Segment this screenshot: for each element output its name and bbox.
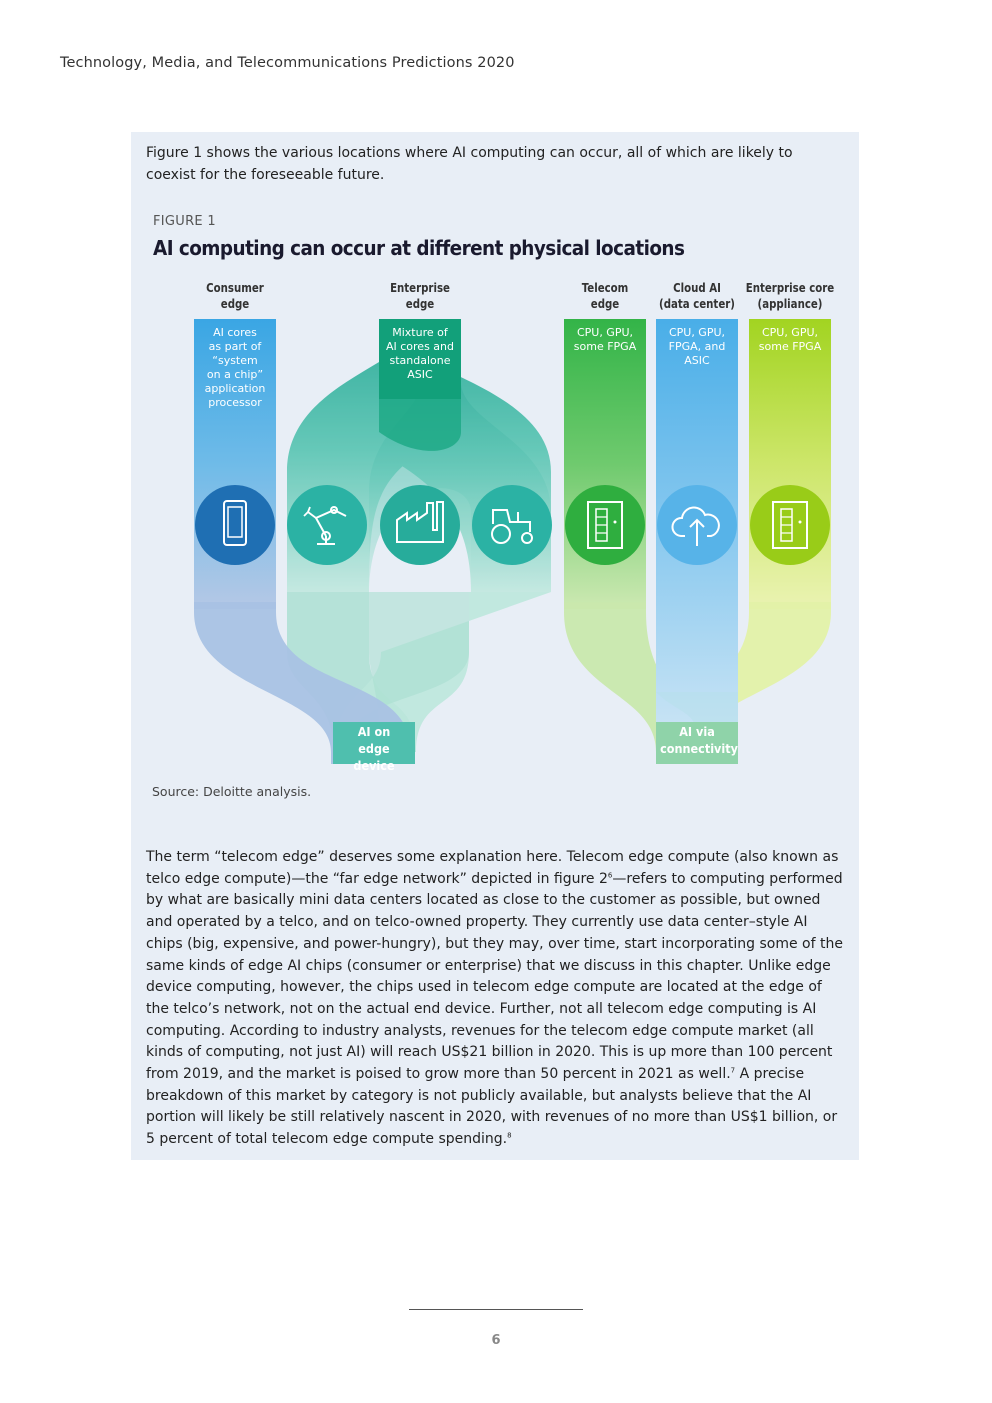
column-heading-enterprise-edge: Enterprise edge: [390, 281, 450, 311]
column-heading-cloud-ai: Cloud AI (data center): [659, 281, 735, 311]
output-label-ai-on-edge-device: AI on edge device: [353, 724, 395, 773]
body-text-part-1: The term “telecom edge” deserves some explanation here. Telecom edge compute (also known as telco edge compute)—the “far edge network” depicted in figure 2: [146, 849, 839, 887]
body-text-part-3: A precise breakdown of this market by category is not publicly available, but analysts believe that the AI portion will likely be still relatively nascent in 2020, with revenues of no more than US$1 billion, or 5 percent of total telecom edge compute spending.: [146, 1066, 838, 1148]
factory-icon: [380, 485, 460, 565]
running-header: Technology, Media, and Telecommunications Predictions 2020: [60, 55, 515, 71]
footnote-divider: [409, 1309, 583, 1310]
footnote-ref-8[interactable]: 8: [507, 1131, 512, 1140]
column-desc-enterprise-edge: Mixture of AI cores and standalone ASIC: [385, 326, 454, 381]
column-desc-telecom-edge: CPU, GPU, some FPGA: [573, 326, 637, 353]
server-rack-icon: [565, 485, 645, 565]
robot-arm-icon: [287, 485, 367, 565]
column-desc-enterprise-core: CPU, GPU, some FPGA: [758, 326, 822, 353]
flow-diagram: [131, 132, 859, 792]
smartphone-icon: [195, 485, 275, 565]
intro-paragraph: Figure 1 shows the various locations where AI computing can occur, all of which are likely to coexist for the foreseeable future.: [146, 145, 793, 183]
column-heading-enterprise-core: Enterprise core (appliance): [745, 281, 835, 311]
body-paragraph: [146, 847, 846, 1151]
column-heading-telecom-edge: Telecom edge: [581, 281, 629, 311]
figure-source: Source: Deloitte analysis.: [152, 784, 312, 799]
cloud-upload-icon: [657, 485, 737, 565]
figure-title: AI computing can occur at different physical locations: [153, 236, 685, 260]
page-number: 6: [491, 1333, 501, 1348]
column-desc-cloud-ai: CPU, GPU, FPGA, and ASIC: [668, 326, 726, 367]
body-text-part-2: —refers to computing performed by what are basically mini data centers located as close to the customer as possible, but owned and operated by a telco, and on telco-owned property. They currently use data center–style AI chips (big, expensive, and power-hungry), but they may, over time, start incorporating some of the same kinds of edge AI chips (consumer or enterprise) that we discuss in this chapter. Unlike edge device computing, however, the chips used in telecom edge compute are located at the edge of the telco’s network, not on the actual end device. Further, not all telecom edge computing is AI computing. According to industry analysts, revenues for the telecom edge compute market (all kinds of computing, not just AI) will reach US$21 billion in 2020. This is up more than 100 percent from 2019, and the market is poised to grow more than 50 percent in 2021 as well.: [146, 870, 843, 1083]
figure-panel: [131, 132, 859, 1160]
footnote-ref-6[interactable]: 6: [607, 871, 613, 880]
column-desc-consumer-edge: AI cores as part of “system on a chip” application processor: [204, 326, 266, 409]
server-appliance-icon: [750, 485, 830, 565]
footnote-ref-7[interactable]: 7: [730, 1066, 736, 1075]
output-label-ai-via-connectivity: AI via connectivity: [660, 724, 738, 756]
tractor-icon: [472, 485, 552, 565]
figure-label: FIGURE 1: [153, 214, 216, 229]
column-heading-consumer-edge: Consumer edge: [206, 281, 264, 311]
